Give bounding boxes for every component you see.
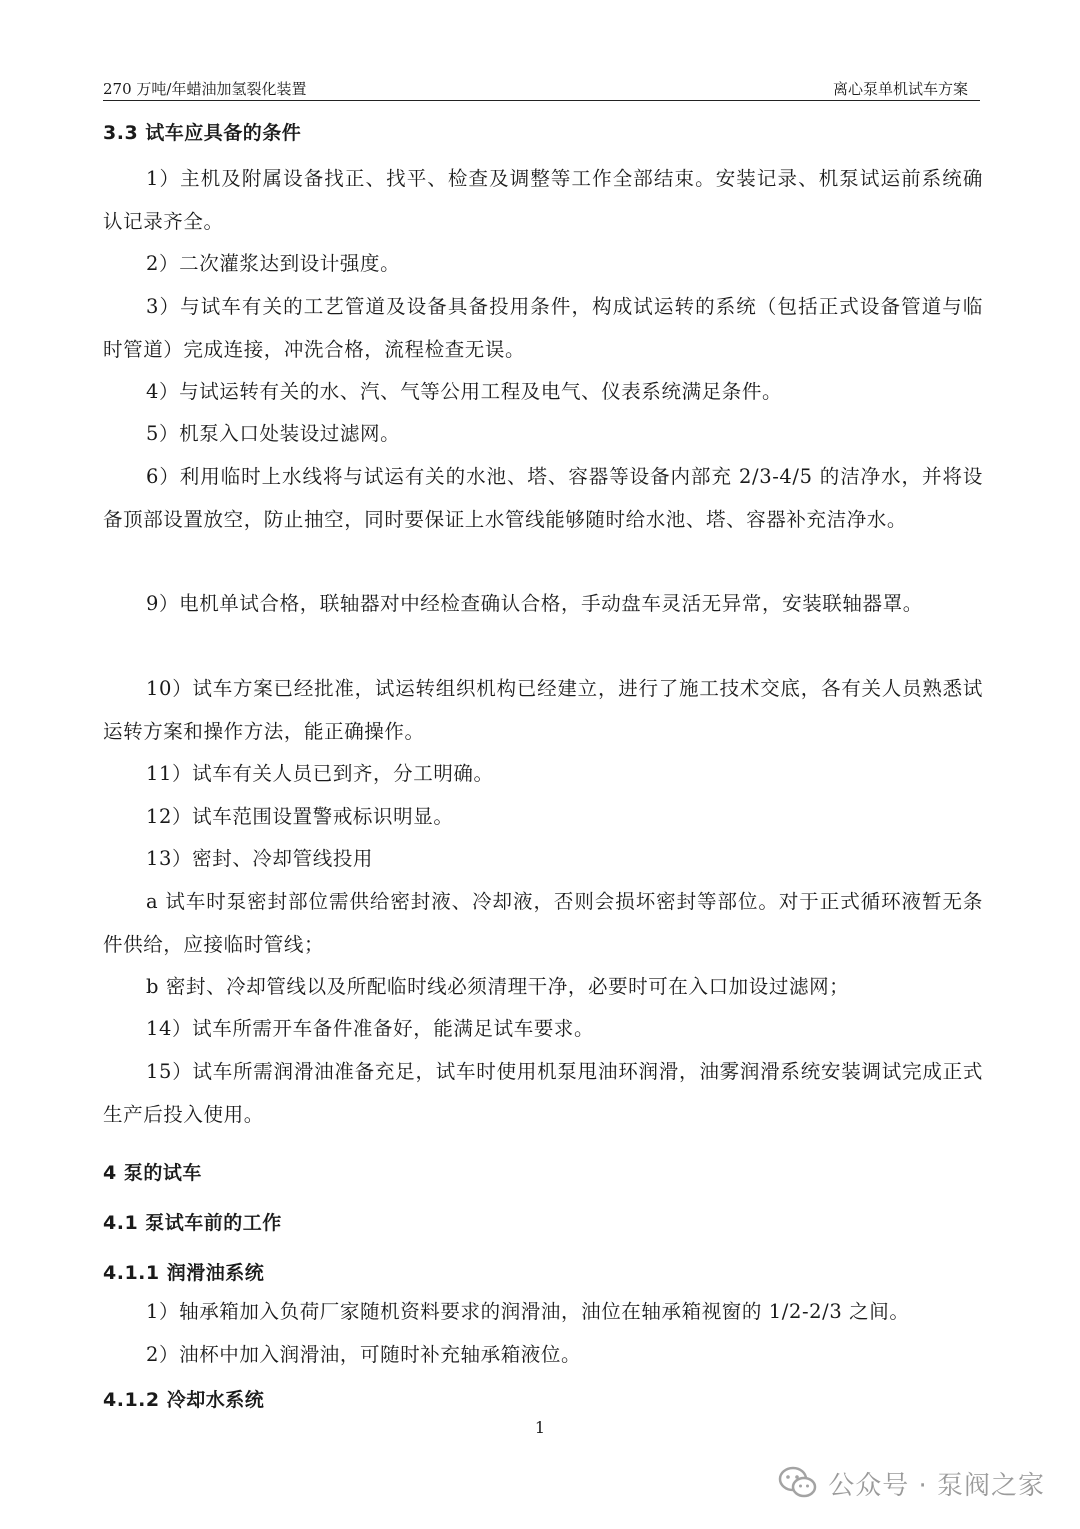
paragraph-item-4: 4）与试运转有关的水、汽、气等公用工程及电气、仪表系统满足条件。 <box>146 380 783 403</box>
paragraph-item-5: 5）机泵入口处装设过滤网。 <box>146 422 401 445</box>
page-number: 1 <box>534 1418 546 1437</box>
paragraph-item-2: 2）二次灌浆达到设计强度。 <box>146 252 401 275</box>
page-header <box>103 74 980 101</box>
header-left-title: 270 万吨/年蜡油加氢裂化装置 <box>103 80 307 98</box>
paragraph-item-13b: b 密封、冷却管线以及所配临时线必须清理干净，必要时可在入口加设过滤网； <box>146 975 850 998</box>
paragraph-item-9: 9）电机单试合格，联轴器对中经检查确认合格，手动盘车灵活无异常，安装联轴器罩。 <box>146 592 923 615</box>
lube-item-2: 2）油杯中加入润滑油，可随时补充轴承箱液位。 <box>146 1343 582 1366</box>
paragraph-item-13: 13）密封、冷却管线投用 <box>146 847 374 870</box>
paragraph-item-11: 11）试车有关人员已到齐，分工明确。 <box>146 762 494 785</box>
paragraph-item-1: 1）主机及附属设备找正、找平、检查及调整等工作全部结束。安装记录、机泵试运前系统确认记录齐全。 <box>103 167 983 233</box>
wechat-icon <box>778 1466 818 1500</box>
section-heading-3-3: 3.3 试车应具备的条件 <box>103 122 302 144</box>
section-heading-4-1-2: 4.1.2 冷却水系统 <box>103 1389 265 1411</box>
paragraph-item-10: 10）试车方案已经批准，试运转组织机构已经建立，进行了施工技术交底，各有关人员熟悉试运转方案和操作方法，能正确操作。 <box>103 677 983 743</box>
paragraph-item-12: 12）试车范围设置警戒标识明显。 <box>146 805 454 828</box>
header-right-title: 离心泵单机试车方案 <box>832 80 968 98</box>
paragraph-item-15: 15）试车所需润滑油准备充足，试车时使用机泵甩油环润滑，油雾润滑系统安装调试完成正式生产后投入使用。 <box>103 1060 983 1126</box>
paragraph-item-14: 14）试车所需开车备件准备好，能满足试车要求。 <box>146 1017 595 1040</box>
paragraph-item-6: 6）利用临时上水线将与试运有关的水池、塔、容器等设备内部充 2/3-4/5 的洁净水，并将设备顶部设置放空，防止抽空，同时要保证上水管线能够随时给水池、塔、容器补充洁净水。 <box>103 465 983 531</box>
section-heading-4-1: 4.1 泵试车前的工作 <box>103 1212 282 1234</box>
watermark-text: 公众号 · 泵阀之家 <box>828 1470 1045 1501</box>
section-heading-4-1-1: 4.1.1 润滑油系统 <box>103 1262 265 1284</box>
section-heading-4: 4 泵的试车 <box>103 1162 202 1184</box>
paragraph-item-13a: a 试车时泵密封部位需供给密封液、冷却液，否则会损坏密封等部位。对于正式循环液暂无条件供给，应接临时管线； <box>103 890 983 956</box>
watermark <box>778 1463 1045 1503</box>
paragraph-item-3: 3）与试车有关的工艺管道及设备具备投用条件，构成试运转的系统（包括正式设备管道与临时管道）完成连接，冲洗合格，流程检查无误。 <box>103 295 983 361</box>
lube-item-1: 1）轴承箱加入负荷厂家随机资料要求的润滑油，油位在轴承箱视窗的 1/2-2/3 之间。 <box>146 1300 910 1323</box>
